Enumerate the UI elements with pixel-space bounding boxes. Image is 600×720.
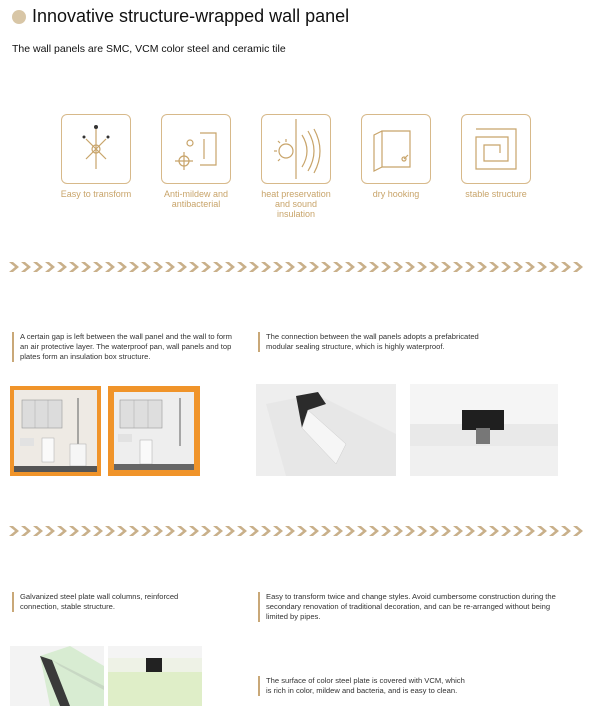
bathroom-image-1 <box>10 386 101 476</box>
chevron-divider <box>8 262 584 272</box>
feature-heat-sound <box>258 114 334 219</box>
chevron-divider <box>8 526 584 536</box>
spark-icon <box>61 114 131 184</box>
feature-stable-structure <box>458 114 534 199</box>
wall-column-photo-2 <box>108 646 202 706</box>
connection-photo-1 <box>256 384 396 476</box>
page-subtitle: The wall panels are SMC, VCM color steel and ceramic tile <box>12 43 286 55</box>
door-icon <box>361 114 431 184</box>
feature-dry-hooking <box>358 114 434 199</box>
note-transform: Easy to transform twice and change styles. Avoid cumbersome construction during the secondary renovation of traditional decoration, and can be re-arranged without being limited by pipes. <box>258 592 566 622</box>
feature-anti-mildew <box>158 114 234 209</box>
page-title: Innovative structure-wrapped wall panel <box>32 6 350 26</box>
anti-mildew-icon <box>161 114 231 184</box>
note-gap: A certain gap is left between the wall panel and the wall to form an air protective layer. The waterproof pan, wall panels and top plates form an insulation box structure. <box>12 332 240 362</box>
maze-icon <box>461 114 531 184</box>
wall-column-photo-1 <box>10 646 104 706</box>
insulation-icon <box>261 114 331 184</box>
feature-label: Easy to transform <box>60 189 132 199</box>
title-bullet <box>12 10 26 24</box>
feature-label: dry hooking <box>372 189 420 199</box>
feature-label: Anti-mildew and antibacterial <box>163 189 229 209</box>
connection-photo-2 <box>410 384 558 476</box>
note-connection: The connection between the wall panels adopts a prefabricated modular sealing structure, which is highly waterproof. <box>258 332 486 352</box>
note-surface: The surface of color steel plate is covered with VCM, which is rich in color, mildew and bacteria, and is easy to clean. <box>258 676 466 696</box>
note-galvanized: Galvanized steel plate wall columns, reinforced connection, stable structure. <box>12 592 190 612</box>
feature-label: heat preservation and sound insulation <box>261 189 331 219</box>
bathroom-image-2 <box>108 386 200 476</box>
feature-easy-transform <box>58 114 134 199</box>
feature-label: stable structure <box>465 189 527 199</box>
